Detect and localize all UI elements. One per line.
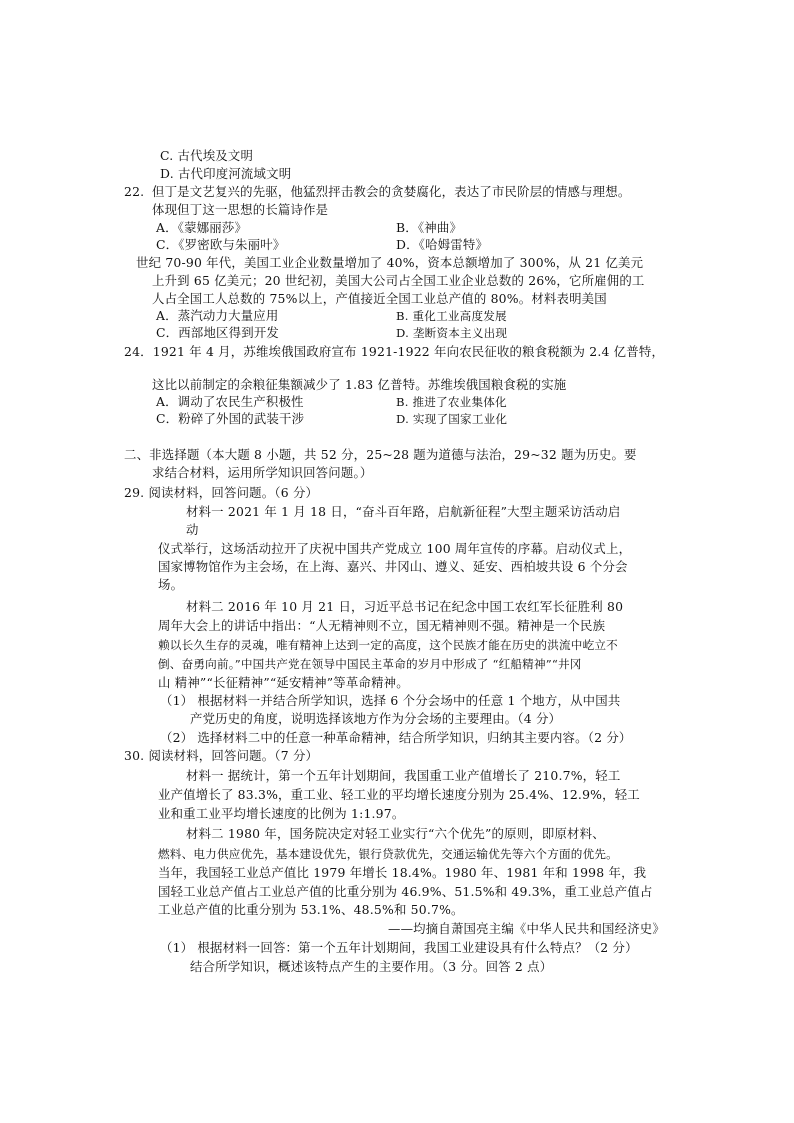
q30-material1-line1: 材料一 据统计，第一个五年计划期间，我国重工业产值增长了 210.7%，轻工 (186, 768, 621, 783)
q29-material2-line1: 材料二 2016 年 10 月 21 日，习近平总书记在纪念中国工农红军长征胜利 80 (186, 599, 624, 614)
q23-option-c: C．西部地区得到开发 (156, 325, 279, 340)
q30-heading: 30. 阅读材料，回答问题。（7 分） (124, 748, 319, 763)
q29-material2-line3: 赖以长久生存的灵魂，唯有精神上达到一定的高度，这个民族才能在历史的洪流中屹立不 (158, 638, 618, 652)
q30-subq1-line1: （1） 根据材料一回答：第一个五年计划期间，我国工业建设具有什么特点？（2 分） (160, 940, 638, 955)
q23-stem-line1: 世纪 70-90 年代，美国工业企业数量增加了 40%，资本总额增加了 300%，从 21 亿美元 (136, 255, 644, 270)
q23-stem-line3: 人占全国工人总数的 75%以上，产值接近全国工业总产值的 80%。材料表明美国 (152, 291, 607, 306)
q21-option-c: C. 古代埃及文明 (160, 148, 254, 163)
q23-option-b: B. 重化工业高度发展 (396, 309, 507, 323)
section2-heading: 二、非选择题（本大题 8 小题，共 52 分，25~28 题为道德与法治，29~32 题为历史。要 (124, 447, 637, 462)
q30-material2-line4: 国轻工业总产值占工业总产值的比重分别为 46.9%、51.5%和 49.3%，重工业总产值占 (158, 884, 653, 899)
q29-material1-line2: 动 (186, 522, 199, 537)
q22-stem-line1: 但丁是文艺复兴的先驱，他猛烈抨击教会的贪婪腐化，表达了市民阶层的情感与理想。 (152, 184, 631, 199)
q24-stem-line1: 24．1921 年 4 月，苏维埃俄国政府宣布 1921-1922 年向农民征收的粮食税额为 2.4 亿普特， (124, 344, 665, 359)
q22-option-c: C．《罗密欧与朱丽叶》 (156, 237, 286, 252)
q22-stem-line2: 体现但丁这一思想的长篇诗作是 (152, 202, 329, 217)
q30-material2-line1: 材料二 1980 年，国务院决定对轻工业实行“六个优先”的原则，即原材料、 (186, 826, 605, 841)
q23-option-a: A．蒸汽动力大量应用 (156, 308, 279, 323)
q29-material1-line1: 材料一 2021 年 1 月 18 日，“奋斗百年路，启航新征程”大型主题采访活动启 (186, 504, 621, 519)
q30-source: ——均摘自萧国亮主编《中华人民共和国经济史》 (388, 921, 665, 936)
q30-material1-line3: 业和重工业平均增长速度的比例为 1:1.97。 (158, 806, 405, 821)
q24-option-a: A．调动了农民生产积极性 (156, 394, 304, 409)
q30-material2-line2: 燃料、电力供应优先，基本建设优先，银行贷款优先，交通运输优先等六个方面的优先。 (158, 847, 618, 861)
q22-option-b: B．《神曲》 (396, 220, 463, 235)
q24-option-b: B. 推进了农业集体化 (396, 395, 507, 409)
q29-material1-line4: 国家博物馆作为主会场，在上海、嘉兴、井冈山、遵义、延安、西柏坡共设 6 个分会 (158, 559, 628, 574)
q29-subq1-line2: 产党历史的角度，说明选择该地方作为分会场的主要理由。（4 分） (190, 711, 562, 726)
q24-option-d: D. 实现了国家工业化 (396, 412, 508, 426)
q21-option-d: D. 古代印度河流域文明 (160, 166, 292, 181)
q30-material1-line2: 业产值增长了 83.3%，重工业、轻工业的平均增长速度分别为 25.4%、12.9%，轻工 (158, 787, 640, 802)
q24-stem-line2: 这比以前制定的余粮征集额减少了 1.83 亿普特。苏维埃俄国粮食税的实施 (152, 377, 567, 392)
q30-material2-line3: 当年，我国轻工业总产值比 1979 年增长 18.4%。1980 年、1981 年和 1998 年，我 (158, 865, 647, 880)
q29-material2-line5: 山 精神”“长征精神”“延安精神”等革命精神。 (158, 675, 409, 690)
q22-option-a: A．《蒙娜丽莎》 (156, 220, 248, 235)
q23-option-d: D. 垄断资本主义出现 (396, 326, 508, 340)
q30-subq1-line2: 结合所学知识，概述该特点产生的主要作用。（3 分。回答 2 点） (190, 959, 553, 974)
q22-number: 22. (124, 184, 145, 199)
q24-option-c: C．粉碎了外国的武装干涉 (156, 411, 305, 426)
q29-material1-line5: 场。 (158, 577, 184, 592)
q29-material2-line2: 周年大会上的讲话中指出：“人无精神则不立，国无精神则不强。精神是一个民族 (158, 618, 606, 633)
q30-material2-line5: 工业总产值的比重分别为 53.1%、48.5%和 50.7%。 (158, 902, 464, 917)
q29-subq2: （2） 选择材料二中的任意一种革命精神，结合所学知识，归纳其主要内容。（2 分） (160, 730, 632, 745)
q22-option-d: D．《哈姆雷特》 (396, 237, 489, 252)
q29-subq1-line1: （1） 根据材料一并结合所学知识，选择 6 个分会场中的任意 1 个地方，从中国共 (160, 693, 621, 708)
section2-instructions: 求结合材料，运用所学知识回答问题。） (152, 465, 373, 480)
q23-stem-line2: 上升到 65 亿美元；20 世纪初，美国大公司占全国工业企业总数的 26%，它所雇佣的工 (152, 273, 645, 288)
q29-material1-line3: 仪式举行，这场活动拉开了庆祝中国共产党成立 100 周年宣传的序幕。启动仪式上， (158, 541, 632, 556)
q29-heading: 29. 阅读材料，回答问题。（6 分） (124, 485, 319, 500)
q29-material2-line4: 倒、奋勇向前。”中国共产党在领导中国民主革命的岁月中形成了 “红船精神”“井冈 (158, 657, 582, 671)
